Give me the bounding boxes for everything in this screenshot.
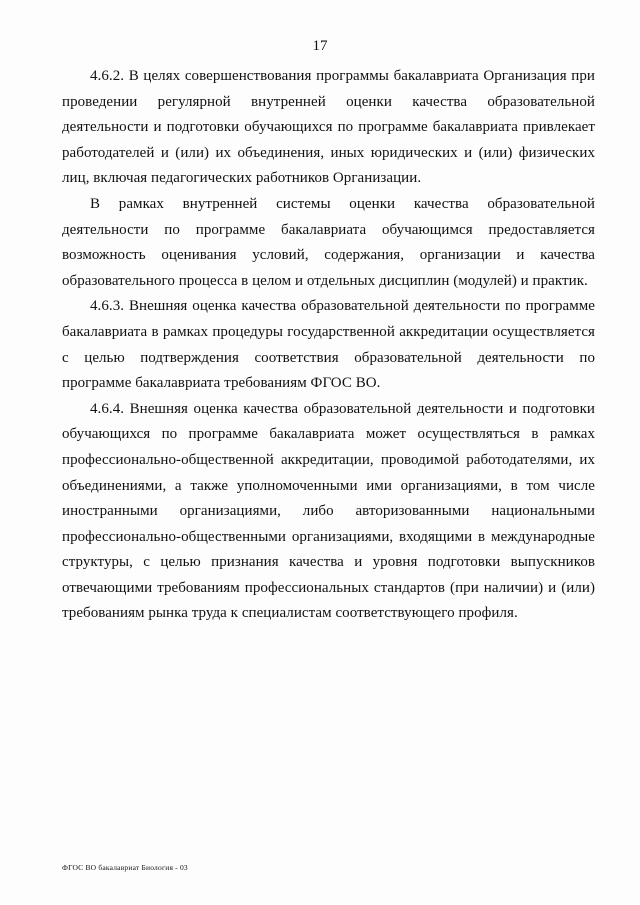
paragraph-4-6-2: 4.6.2. В целях совершенствования программы бакалавриата Организация при проведении регулярной внутренней оценки качества образовательной деятельности и подготовки обучающихся по программе бакалавриата привлекает работодателей и (или) их объединения, иных юридических и (или) физических лиц, включая педагогических работников Организации. bbox=[62, 68, 595, 187]
paragraph-4-6-4: 4.6.4. Внешняя оценка качества образовательной деятельности и подготовки обучающихся по программе бакалавриата может осуществляться в рамках профессионально-общественной аккредитации, проводимой работодателями, их объединениями, а также уполномоченными ими организациями, в том числе иностранными организациями, либо авторизованными национальными профессионально-общественными организациями, входящими в международные структуры, с целью признания качества и уровня подготовки выпускников отвечающими требованиям профессиональных стандартов (при наличии) и (или) требованиям рынка труда к специалистам соответствующего профиля. bbox=[62, 400, 595, 622]
paragraph-internal-assessment: В рамках внутренней системы оценки качества образовательной деятельности по программе бакалавриата обучающимся предоставляется возможность оценивания условий, содержания, организации и качества образовательного процесса в целом и отдельных дисциплин (модулей) и практик. bbox=[62, 195, 595, 289]
footer-note: ФГОС ВО бакалавриат Биология - 03 bbox=[62, 863, 188, 872]
document-body bbox=[62, 64, 595, 627]
page-number: 17 bbox=[312, 38, 328, 54]
paragraph-4-6-3: 4.6.3. Внешняя оценка качества образовательной деятельности по программе бакалавриата в рамках процедуры государственной аккредитации осуществляется с целью подтверждения соответствия образовательной деятельности по программе бакалавриата требованиям ФГОС ВО. bbox=[62, 298, 595, 392]
